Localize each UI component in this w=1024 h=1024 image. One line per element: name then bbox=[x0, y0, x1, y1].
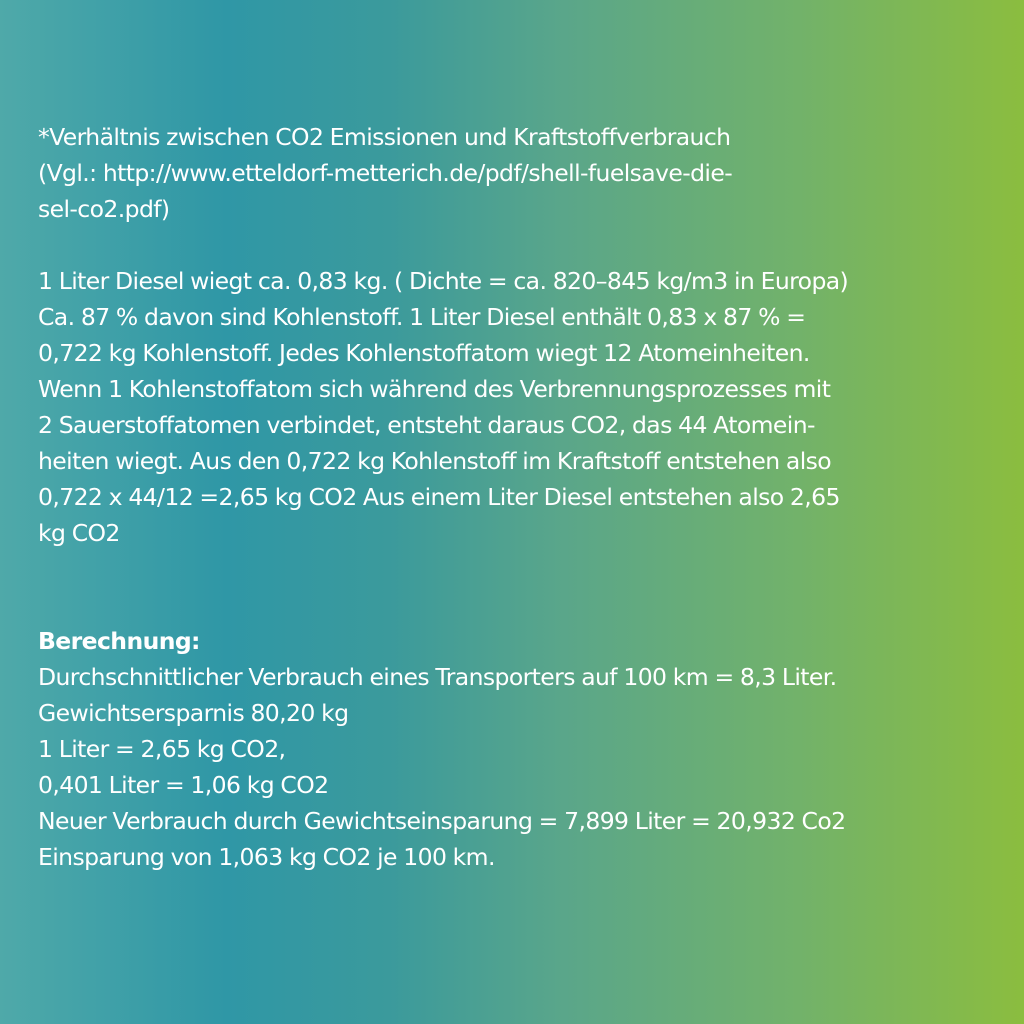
explanation-line: 1 Liter Diesel wiegt ca. 0,83 kg. ( Dichte = ca. 820–845 kg/m3 in Europa) bbox=[38, 267, 849, 295]
calculation-line: Einsparung von 1,063 kg CO2 je 100 km. bbox=[38, 843, 495, 871]
calculation-line: 0,401 Liter = 1,06 kg CO2 bbox=[38, 771, 329, 799]
calculation-heading: Berechnung: bbox=[38, 627, 200, 655]
footnote-section bbox=[38, 119, 998, 227]
explanation-section bbox=[38, 263, 998, 551]
calculation-line: 1 Liter = 2,65 kg CO2, bbox=[38, 735, 286, 763]
footnote-line: *Verhältnis zwischen CO2 Emissionen und Kraftstoffverbrauch bbox=[38, 123, 731, 151]
calculation-line: Gewichtsersparnis 80,20 kg bbox=[38, 699, 349, 727]
calculation-line: Neuer Verbrauch durch Gewichtseinsparung = 7,899 Liter = 20,932 Co2 bbox=[38, 807, 846, 835]
footnote-line: sel-co2.pdf) bbox=[38, 195, 170, 223]
calculation-section bbox=[38, 623, 998, 875]
explanation-line: heiten wiegt. Aus den 0,722 kg Kohlenstoff im Kraftstoff entstehen also bbox=[38, 447, 832, 475]
spacer bbox=[38, 227, 998, 263]
explanation-line: 0,722 kg Kohlenstoff. Jedes Kohlenstoffatom wiegt 12 Atomeinheiten. bbox=[38, 339, 810, 367]
footnote-line: (Vgl.: http://www.etteldorf-metterich.de/pdf/shell-fuelsave-die- bbox=[38, 159, 733, 187]
explanation-line: Ca. 87 % davon sind Kohlenstoff. 1 Liter Diesel enthält 0,83 x 87 % = bbox=[38, 303, 806, 331]
document-body bbox=[38, 119, 998, 875]
explanation-line: 0,722 x 44/12 =2,65 kg CO2 Aus einem Liter Diesel entstehen also 2,65 bbox=[38, 483, 840, 511]
explanation-line: Wenn 1 Kohlenstoffatom sich während des Verbrennungsprozesses mit bbox=[38, 375, 831, 403]
explanation-line: 2 Sauerstoffatomen verbindet, entsteht daraus CO2, das 44 Atomein- bbox=[38, 411, 815, 439]
spacer bbox=[38, 551, 998, 623]
explanation-line: kg CO2 bbox=[38, 519, 120, 547]
calculation-line: Durchschnittlicher Verbrauch eines Transporters auf 100 km = 8,3 Liter. bbox=[38, 663, 837, 691]
